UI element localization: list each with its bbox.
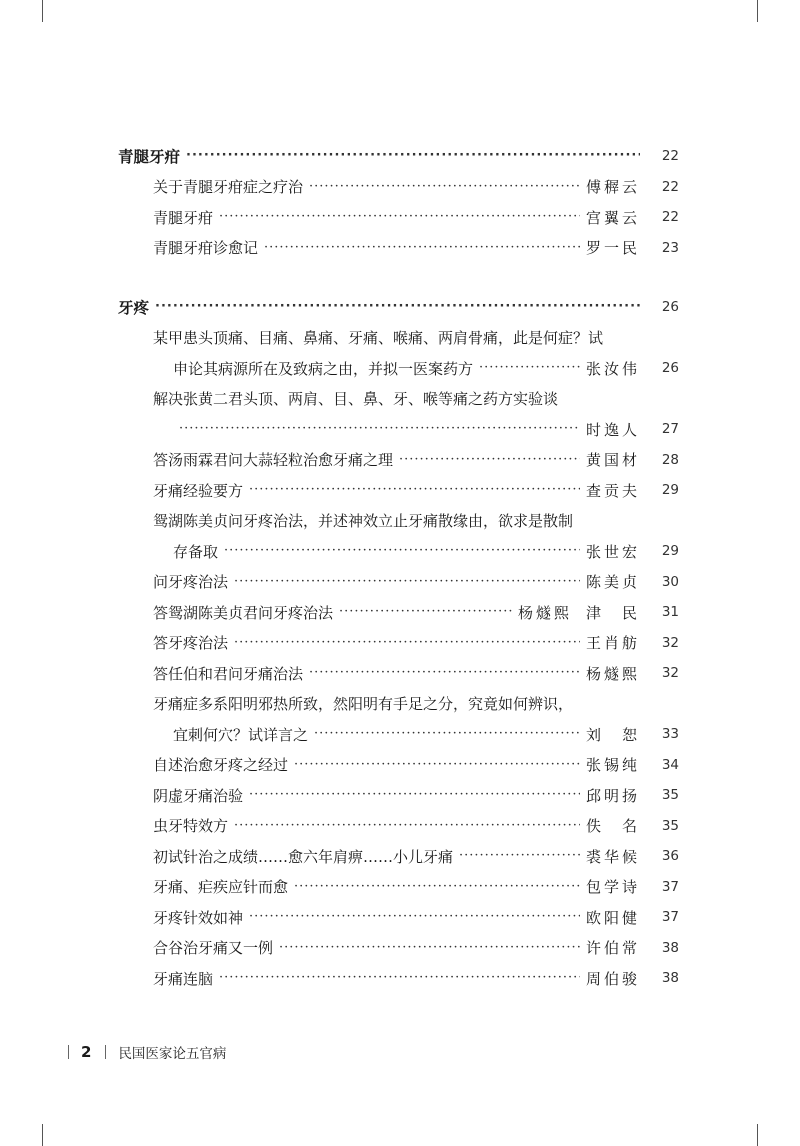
crop-mark-top-right	[757, 0, 758, 22]
toc-entry-continuation	[173, 719, 640, 749]
toc-entry	[153, 445, 640, 475]
toc-entry	[153, 506, 640, 536]
page-number: 34	[661, 756, 679, 773]
dot-leader	[309, 172, 580, 202]
toc-entry-continuation	[173, 353, 640, 383]
page-number: 32	[661, 634, 679, 651]
page-footer	[68, 1041, 226, 1063]
page-number: 35	[661, 817, 679, 834]
dot-leader	[179, 414, 580, 444]
page-number: 38	[661, 939, 679, 956]
toc-entry	[153, 689, 640, 719]
dot-leader	[234, 811, 580, 841]
dot-leader	[264, 233, 580, 263]
dot-leader	[399, 445, 580, 475]
crop-mark-bottom-right	[757, 1124, 758, 1146]
entry-author: 佚 名	[585, 817, 640, 835]
entry-author: 时逸人	[585, 420, 640, 439]
entry-title: 牙痛症多系阳明邪热所致，然阳明有手足之分，究竟如何辨识，	[153, 695, 574, 713]
toc-entry	[153, 597, 640, 627]
entry-title: 虫牙特效方	[153, 817, 229, 835]
toc-entry	[153, 841, 640, 871]
entry-author: 许伯常	[585, 939, 640, 957]
entry-author: 傅稺云	[585, 178, 640, 196]
dot-leader	[294, 872, 580, 902]
dot-leader	[155, 292, 640, 322]
dot-leader	[309, 658, 580, 688]
toc-entry	[153, 233, 640, 263]
entry-author: 包学诗	[585, 878, 640, 896]
toc-entry-continuation	[173, 414, 640, 444]
page-number: 36	[661, 848, 679, 864]
entry-title: 青腿牙疳	[153, 208, 214, 227]
dot-leader	[249, 780, 580, 810]
page-number: 22	[661, 209, 679, 225]
toc-entry	[153, 628, 640, 658]
dot-leader	[224, 536, 580, 566]
entry-title: 宜刺何穴？试详言之	[173, 725, 309, 744]
page-number: 22	[661, 178, 679, 195]
dot-leader	[234, 567, 580, 597]
footer-divider-right	[105, 1045, 106, 1059]
entry-title: 牙痛连脑	[153, 969, 214, 988]
entry-title: 答鸳湖陈美贞君问牙疼治法	[153, 603, 334, 622]
page-number: 26	[661, 360, 679, 376]
entry-author: 罗一民	[585, 239, 640, 257]
entry-author: 黄国材	[585, 451, 640, 469]
toc-entry	[153, 323, 640, 353]
toc-entry	[153, 475, 640, 505]
toc-entry	[153, 384, 640, 414]
entry-author: 杨燧熙	[517, 603, 572, 622]
footer-book-title: 民国医家论五官病	[118, 1046, 227, 1062]
toc-entry	[153, 750, 640, 780]
page-number: 29	[661, 543, 679, 559]
entry-title: 答汤雨霖君问大蒜轻粒治愈牙痛之理	[153, 451, 394, 469]
entry-title: 合谷治牙痛又一例	[153, 939, 274, 957]
toc-entry	[153, 202, 640, 232]
dot-leader	[279, 933, 580, 963]
page-number: 29	[661, 482, 679, 498]
page-number: 35	[661, 787, 679, 803]
page-number: 37	[661, 909, 679, 925]
entry-author: 刘 恕	[585, 725, 640, 744]
dot-leader	[459, 841, 580, 871]
entry-author: 欧阳健	[585, 908, 640, 927]
page-number: 32	[661, 665, 679, 681]
entry-title: 牙疼针效如神	[153, 908, 244, 927]
dot-leader	[234, 628, 580, 658]
entry-author: 查贡夫	[585, 481, 640, 500]
dot-leader	[294, 750, 580, 780]
entry-title: 问牙疼治法	[153, 573, 229, 591]
entry-title: 初试针治之成绩……愈六年肩痹……小儿牙痛	[153, 847, 454, 866]
footer-page-number: 2	[81, 1043, 92, 1061]
entry-title: 鸳湖陈美贞问牙疼治法，并述神效立止牙痛散缘由，欲求是散制	[153, 512, 574, 530]
entry-author: 王肖舫	[585, 634, 640, 652]
section-title: 青腿牙疳	[118, 148, 181, 166]
page-number: 38	[661, 970, 679, 986]
dot-leader	[479, 353, 580, 383]
entry-title: 解决张黄二君头顶、两肩、目、鼻、牙、喉等痛之药方实验谈	[153, 390, 559, 408]
dot-leader	[249, 902, 580, 932]
dot-leader	[314, 719, 580, 749]
page-number: 22	[661, 148, 679, 164]
entry-title: 申论其病源所在及致病之由，并拟一医案药方	[173, 359, 474, 378]
entry-title: 阴虚牙痛治验	[153, 786, 244, 805]
entry-author: 陈美贞	[585, 573, 640, 591]
crop-mark-top-left	[42, 0, 43, 22]
page-number: 23	[661, 239, 679, 256]
page-number: 27	[661, 421, 679, 437]
entry-title: 某甲患头顶痛、目痛、鼻痛、牙痛、喉痛、两肩骨痛，此是何症？试	[153, 329, 604, 347]
entry-title: 自述治愈牙疼之经过	[153, 756, 289, 774]
crop-mark-bottom-left	[42, 1124, 43, 1146]
entry-author-second: 津 民	[585, 603, 640, 622]
toc-entry	[153, 872, 640, 902]
entry-author: 周伯骏	[585, 969, 640, 988]
page-number: 31	[661, 604, 679, 620]
entry-author: 张世宏	[585, 542, 640, 561]
toc-entry	[153, 780, 640, 810]
page-number: 26	[661, 299, 679, 315]
entry-title: 青腿牙疳诊愈记	[153, 239, 259, 257]
entry-author: 宫翼云	[585, 208, 640, 227]
page-number: 33	[661, 726, 679, 742]
page-number: 30	[661, 573, 679, 590]
entry-author: 邱明扬	[585, 786, 640, 805]
entry-author: 裘华候	[585, 847, 640, 866]
toc-entry	[153, 963, 640, 993]
toc-entry	[153, 567, 640, 597]
entry-title: 存备取	[173, 542, 219, 561]
section-heading	[118, 292, 646, 322]
dot-leader	[339, 597, 512, 627]
entry-title: 牙痛经验要方	[153, 481, 244, 500]
entry-author: 张汝伟	[585, 359, 640, 378]
entry-title: 答任伯和君问牙痛治法	[153, 664, 304, 683]
entry-author: 杨燧熙	[585, 664, 640, 683]
toc-entry	[153, 658, 640, 688]
page-number: 28	[661, 451, 679, 468]
dot-leader	[219, 963, 580, 993]
dot-leader	[219, 202, 580, 232]
entry-author: 张锡纯	[585, 756, 640, 774]
footer-divider-left	[68, 1045, 69, 1059]
section-title: 牙疼	[118, 299, 150, 317]
entry-title: 答牙疼治法	[153, 634, 229, 652]
entry-title: 关于青腿牙疳症之疗治	[153, 178, 304, 196]
page-number: 37	[661, 878, 679, 895]
toc-entry	[153, 933, 640, 963]
section-heading	[118, 141, 646, 171]
toc-entry-continuation	[173, 536, 640, 566]
toc-entry	[153, 811, 640, 841]
dot-leader	[249, 475, 580, 505]
toc-entry	[153, 172, 640, 202]
toc-entry	[153, 902, 640, 932]
dot-leader	[186, 141, 640, 171]
entry-title: 牙痛、疟疾应针而愈	[153, 878, 289, 896]
